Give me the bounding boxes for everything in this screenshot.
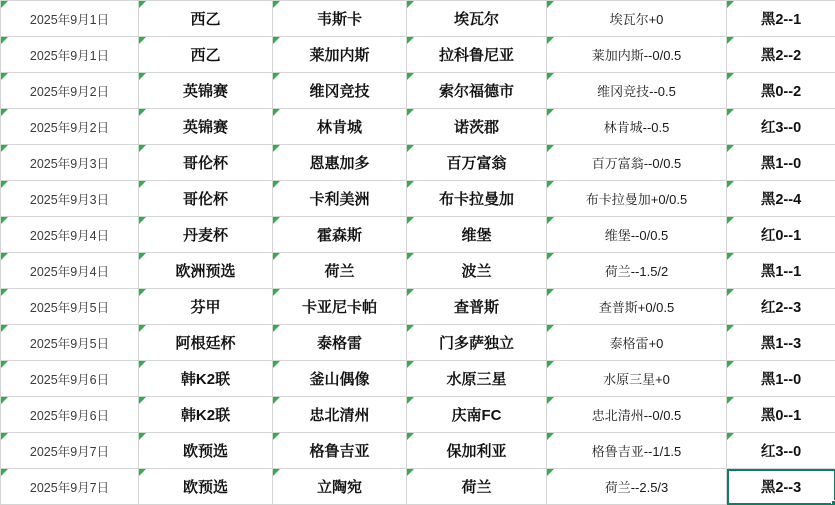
cell-result[interactable]: 黑1--0 — [727, 361, 835, 397]
cell-date[interactable]: 2025年9月7日 — [1, 469, 139, 505]
cell-handicap[interactable]: 泰格雷+0 — [547, 325, 727, 361]
cell-result[interactable]: 黑0--2 — [727, 73, 835, 109]
cell-handicap[interactable]: 荷兰--1.5/2 — [547, 253, 727, 289]
match-table-body — [1, 1, 835, 505]
cell-home-team[interactable]: 韦斯卡 — [273, 1, 407, 37]
cell-date[interactable]: 2025年9月3日 — [1, 181, 139, 217]
cell-league[interactable]: 西乙 — [139, 37, 273, 73]
cell-league[interactable]: 芬甲 — [139, 289, 273, 325]
cell-league[interactable]: 欧预选 — [139, 469, 273, 505]
cell-away-team[interactable]: 波兰 — [407, 253, 547, 289]
cell-result[interactable]: 黑2--1 — [727, 1, 835, 37]
cell-home-team[interactable]: 卡亚尼卡帕 — [273, 289, 407, 325]
cell-result[interactable]: 黑1--0 — [727, 145, 835, 181]
cell-date[interactable]: 2025年9月4日 — [1, 217, 139, 253]
cell-home-team[interactable]: 忠北清州 — [273, 397, 407, 433]
cell-result[interactable]: 黑1--3 — [727, 325, 835, 361]
cell-away-team[interactable]: 诺茨郡 — [407, 109, 547, 145]
cell-home-team[interactable]: 霍森斯 — [273, 217, 407, 253]
cell-handicap[interactable]: 莱加内斯--0/0.5 — [547, 37, 727, 73]
cell-result[interactable]: 红3--0 — [727, 109, 835, 145]
cell-league[interactable]: 哥伦杯 — [139, 181, 273, 217]
cell-handicap[interactable]: 忠北清州--0/0.5 — [547, 397, 727, 433]
cell-away-team[interactable]: 庆南FC — [407, 397, 547, 433]
cell-league[interactable]: 英锦赛 — [139, 109, 273, 145]
cell-away-team[interactable]: 百万富翁 — [407, 145, 547, 181]
cell-handicap[interactable]: 水原三星+0 — [547, 361, 727, 397]
cell-away-team[interactable]: 荷兰 — [407, 469, 547, 505]
cell-home-team[interactable]: 卡利美洲 — [273, 181, 407, 217]
cell-away-team[interactable]: 查普斯 — [407, 289, 547, 325]
table-row[interactable] — [1, 469, 835, 505]
cell-home-team[interactable]: 莱加内斯 — [273, 37, 407, 73]
cell-away-team[interactable]: 维堡 — [407, 217, 547, 253]
cell-home-team[interactable]: 林肯城 — [273, 109, 407, 145]
cell-home-team[interactable]: 泰格雷 — [273, 325, 407, 361]
cell-league[interactable]: 哥伦杯 — [139, 145, 273, 181]
table-row[interactable] — [1, 433, 835, 469]
cell-home-team[interactable]: 恩惠加多 — [273, 145, 407, 181]
cell-away-team[interactable]: 拉科鲁尼亚 — [407, 37, 547, 73]
cell-away-team[interactable]: 埃瓦尔 — [407, 1, 547, 37]
cell-date[interactable]: 2025年9月7日 — [1, 433, 139, 469]
cell-date[interactable]: 2025年9月5日 — [1, 289, 139, 325]
table-row[interactable] — [1, 109, 835, 145]
cell-league[interactable]: 英锦赛 — [139, 73, 273, 109]
table-row[interactable] — [1, 397, 835, 433]
table-row[interactable] — [1, 37, 835, 73]
cell-home-team[interactable]: 荷兰 — [273, 253, 407, 289]
cell-date[interactable]: 2025年9月2日 — [1, 73, 139, 109]
cell-away-team[interactable]: 水原三星 — [407, 361, 547, 397]
cell-handicap[interactable]: 维冈竞技--0.5 — [547, 73, 727, 109]
cell-result[interactable]: 红3--0 — [727, 433, 835, 469]
cell-handicap[interactable]: 荷兰--2.5/3 — [547, 469, 727, 505]
cell-league[interactable]: 韩K2联 — [139, 361, 273, 397]
cell-league[interactable]: 丹麦杯 — [139, 217, 273, 253]
cell-date[interactable]: 2025年9月1日 — [1, 37, 139, 73]
cell-home-team[interactable]: 釜山偶像 — [273, 361, 407, 397]
table-row[interactable] — [1, 253, 835, 289]
cell-league[interactable]: 韩K2联 — [139, 397, 273, 433]
cell-date[interactable]: 2025年9月6日 — [1, 397, 139, 433]
cell-away-team[interactable]: 门多萨独立 — [407, 325, 547, 361]
table-row[interactable] — [1, 145, 835, 181]
cell-result[interactable]: 红0--1 — [727, 217, 835, 253]
table-row[interactable] — [1, 73, 835, 109]
cell-league[interactable]: 欧洲预选 — [139, 253, 273, 289]
cell-league[interactable]: 欧预选 — [139, 433, 273, 469]
cell-league[interactable]: 阿根廷杯 — [139, 325, 273, 361]
cell-home-team[interactable]: 维冈竞技 — [273, 73, 407, 109]
cell-result[interactable]: 黑1--1 — [727, 253, 835, 289]
table-row[interactable] — [1, 361, 835, 397]
cell-handicap[interactable]: 埃瓦尔+0 — [547, 1, 727, 37]
cell-handicap[interactable]: 格鲁吉亚--1/1.5 — [547, 433, 727, 469]
cell-date[interactable]: 2025年9月6日 — [1, 361, 139, 397]
cell-date[interactable]: 2025年9月5日 — [1, 325, 139, 361]
cell-home-team[interactable]: 立陶宛 — [273, 469, 407, 505]
cell-away-team[interactable]: 布卡拉曼加 — [407, 181, 547, 217]
cell-result[interactable]: 黑0--1 — [727, 397, 835, 433]
table-row[interactable] — [1, 217, 835, 253]
cell-date[interactable]: 2025年9月2日 — [1, 109, 139, 145]
cell-result-selected[interactable]: 黑2--3 — [727, 469, 835, 505]
cell-home-team[interactable]: 格鲁吉亚 — [273, 433, 407, 469]
table-row[interactable] — [1, 1, 835, 37]
cell-date[interactable]: 2025年9月4日 — [1, 253, 139, 289]
cell-league[interactable]: 西乙 — [139, 1, 273, 37]
table-row[interactable] — [1, 325, 835, 361]
table-row[interactable] — [1, 289, 835, 325]
cell-handicap[interactable]: 林肯城--0.5 — [547, 109, 727, 145]
cell-result[interactable]: 黑2--2 — [727, 37, 835, 73]
cell-date[interactable]: 2025年9月1日 — [1, 1, 139, 37]
cell-handicap[interactable]: 布卡拉曼加+0/0.5 — [547, 181, 727, 217]
table-row[interactable] — [1, 181, 835, 217]
cell-handicap[interactable]: 维堡--0/0.5 — [547, 217, 727, 253]
cell-away-team[interactable]: 索尔福德市 — [407, 73, 547, 109]
cell-handicap[interactable]: 查普斯+0/0.5 — [547, 289, 727, 325]
cell-handicap[interactable]: 百万富翁--0/0.5 — [547, 145, 727, 181]
cell-result[interactable]: 黑2--4 — [727, 181, 835, 217]
cell-away-team[interactable]: 保加利亚 — [407, 433, 547, 469]
cell-result[interactable]: 红2--3 — [727, 289, 835, 325]
cell-date[interactable]: 2025年9月3日 — [1, 145, 139, 181]
